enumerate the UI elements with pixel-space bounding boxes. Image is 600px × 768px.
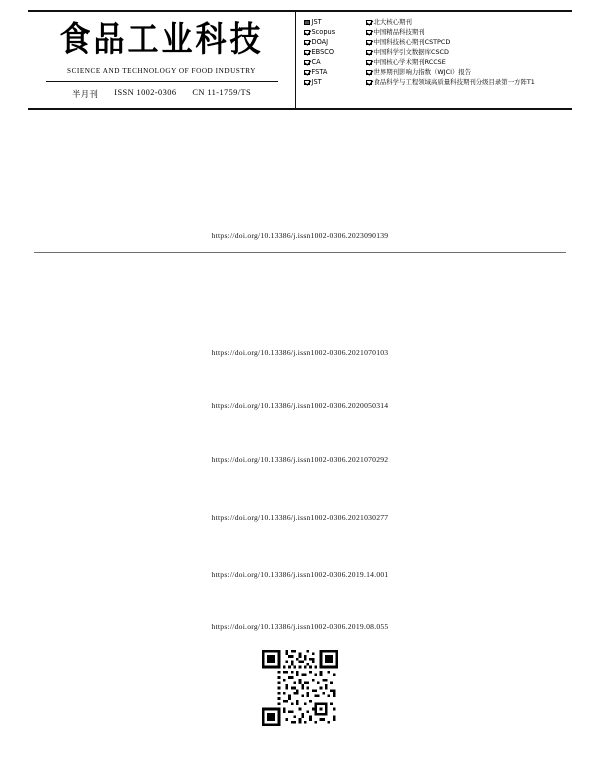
- checkbox-checked-icon: [366, 50, 372, 56]
- index-item: [304, 78, 360, 87]
- index-label: FSTA: [311, 68, 328, 76]
- checkbox-checked-icon: [304, 60, 310, 66]
- index-item: [304, 48, 360, 57]
- doi-link[interactable]: https://doi.org/10.13386/j.issn1002-0306.2021070292: [211, 455, 389, 464]
- masthead-divider: [46, 81, 278, 82]
- index-label: CA: [311, 58, 321, 66]
- index-item: [366, 68, 568, 77]
- checkbox-checked-icon: [304, 50, 310, 56]
- index-item: [304, 38, 360, 47]
- index-label: JST: [311, 78, 322, 86]
- journal-frequency: 半月刊: [71, 90, 99, 99]
- index-item: [304, 58, 360, 67]
- index-label: 中国核心学术期刊RCCSE: [373, 58, 446, 66]
- index-label: 北大核心期刊: [373, 18, 412, 26]
- journal-meta: [72, 88, 251, 100]
- checkbox-checked-icon: [366, 70, 372, 76]
- index-label: DOAJ: [311, 38, 329, 46]
- index-label: JST: [311, 18, 322, 26]
- index-item: [366, 18, 568, 27]
- checkbox-checked-icon: [304, 80, 310, 86]
- journal-issn: ISSN 1002-0306: [114, 88, 177, 97]
- doi-link[interactable]: https://doi.org/10.13386/j.issn1002-0306.2019.14.001: [211, 570, 389, 579]
- checkbox-checked-icon: [366, 30, 372, 36]
- index-item: [304, 28, 360, 37]
- qr-code[interactable]: [262, 650, 338, 726]
- checkbox-checked-icon: [304, 40, 310, 46]
- index-item: [366, 58, 568, 67]
- qr-code-icon: [262, 650, 338, 726]
- doi-link[interactable]: https://doi.org/10.13386/j.issn1002-0306.2020050314: [211, 401, 389, 410]
- index-item: [304, 68, 360, 77]
- index-item: [366, 78, 568, 87]
- index-label: 食品科学与工程领域高质量科技期刊分级目录第一方阵T1: [373, 78, 535, 86]
- index-item: [366, 48, 568, 57]
- index-item: [304, 18, 360, 27]
- index-column-right: [366, 18, 568, 104]
- checkbox-checked-icon: [366, 80, 372, 86]
- index-label: 中国精品科技期刊: [373, 28, 425, 36]
- section-divider: [34, 252, 566, 253]
- journal-cn: CN 11-1759/TS: [192, 88, 252, 97]
- index-label: Scopus: [311, 28, 336, 36]
- index-label: 世界期刊影响力指数（WJCI）报告: [373, 68, 472, 76]
- index-label: 中国科技核心期刊CSTPCD: [373, 38, 451, 46]
- checkbox-checked-icon: [366, 60, 372, 66]
- journal-title-en: SCIENCE AND TECHNOLOGY OF FOOD INDUSTRY: [67, 67, 256, 75]
- doi-link[interactable]: https://doi.org/10.13386/j.issn1002-0306.2021070103: [211, 348, 389, 357]
- checkbox-checked-icon: [304, 70, 310, 76]
- index-item: [366, 28, 568, 37]
- doi-link[interactable]: https://doi.org/10.13386/j.issn1002-0306.2023090139: [211, 231, 389, 240]
- checkbox-checked-icon: [366, 40, 372, 46]
- journal-masthead: [28, 10, 572, 110]
- doi-link[interactable]: https://doi.org/10.13386/j.issn1002-0306.2019.08.055: [211, 622, 389, 631]
- index-column-left: [304, 18, 360, 104]
- journal-title-cn: 食品工业科技: [59, 19, 264, 61]
- checkbox-checked-icon: [304, 30, 310, 36]
- checkbox-checked-icon: [366, 20, 372, 26]
- index-item: [366, 38, 568, 47]
- journal-identity: [28, 12, 296, 108]
- index-label: 中国科学引文数据库CSCD: [373, 48, 449, 56]
- index-label: EBSCO: [311, 48, 335, 56]
- doi-link[interactable]: https://doi.org/10.13386/j.issn1002-0306.2021030277: [211, 513, 389, 522]
- checkbox-filled-icon: [304, 20, 310, 26]
- index-list: [296, 12, 572, 108]
